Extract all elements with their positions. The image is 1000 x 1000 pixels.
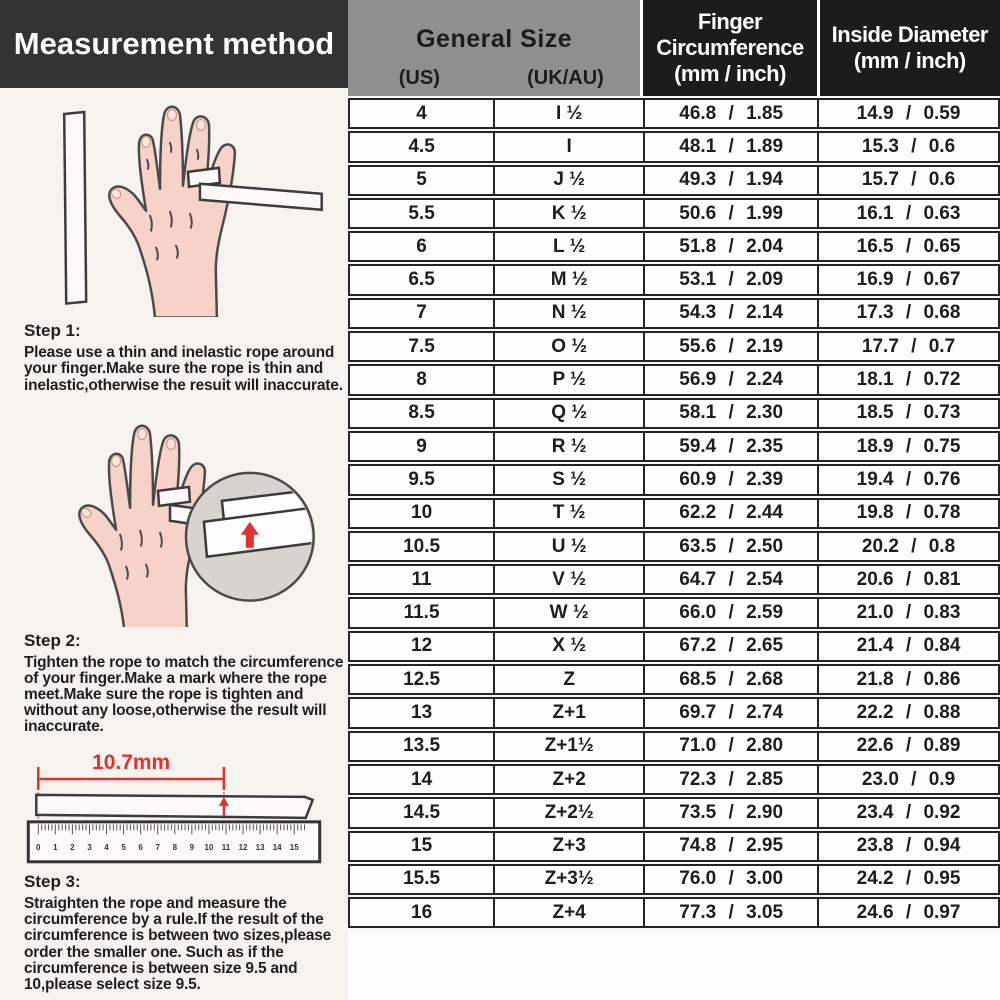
circumference-cell: 63.5 / 2.50 bbox=[643, 533, 817, 560]
table-row bbox=[348, 331, 1000, 362]
ukau-size-cell: R ½ bbox=[493, 433, 643, 460]
circumference-cell: 46.8 / 1.85 bbox=[643, 100, 817, 127]
table-row bbox=[348, 564, 1000, 595]
general-size-header bbox=[348, 0, 640, 96]
dia-header-line1: Inside Diameter bbox=[831, 22, 988, 47]
diameter-cell: 22.6 / 0.89 bbox=[817, 733, 998, 760]
ruler-number: 14 bbox=[272, 843, 282, 853]
circumference-cell: 53.1 / 2.09 bbox=[643, 266, 817, 293]
diameter-cell: 24.6 / 0.97 bbox=[817, 899, 998, 926]
diameter-cell: 17.3 / 0.68 bbox=[817, 300, 998, 327]
ruler-number: 6 bbox=[138, 843, 143, 853]
diameter-cell: 19.4 / 0.76 bbox=[817, 466, 998, 493]
hand-with-rope-illustration bbox=[0, 88, 348, 318]
rope-wrap-over-finger bbox=[158, 487, 190, 506]
circumference-cell: 74.8 / 2.95 bbox=[643, 833, 817, 860]
ruler-number: 3 bbox=[87, 843, 92, 853]
ruler-measurement-illustration bbox=[0, 752, 348, 868]
ruler-number: 10 bbox=[204, 843, 214, 853]
dia-header-line2: (mm / inch) bbox=[853, 47, 966, 73]
size-table bbox=[348, 0, 1000, 1000]
ukau-column-header: (UK/AU) bbox=[527, 67, 604, 89]
us-size-cell: 13.5 bbox=[403, 735, 441, 757]
diameter-cell: 23.8 / 0.94 bbox=[817, 833, 998, 860]
diameter-cell: 22.2 / 0.88 bbox=[817, 699, 998, 726]
hand-shape bbox=[109, 107, 235, 318]
panel-title: Measurement method bbox=[0, 0, 348, 88]
diameter-cell: 15.7 / 0.6 bbox=[817, 167, 998, 194]
circumference-cell: 59.4 / 2.35 bbox=[643, 433, 817, 460]
ukau-size-cell: O ½ bbox=[493, 333, 643, 360]
table-row bbox=[348, 731, 1000, 762]
ukau-size-cell: Z+3 bbox=[493, 833, 643, 860]
step-2 bbox=[0, 627, 348, 753]
ruler-number: 2 bbox=[70, 843, 75, 853]
diameter-cell: 18.1 / 0.72 bbox=[817, 366, 998, 393]
diameter-cell: 19.8 / 0.78 bbox=[817, 500, 998, 527]
ukau-size-cell: X ½ bbox=[493, 633, 643, 660]
ruler-number: 13 bbox=[255, 843, 265, 853]
ruler-dimension-label: 10.7mm bbox=[92, 752, 171, 775]
circumference-cell: 77.3 / 3.05 bbox=[643, 899, 817, 926]
diameter-cell: 16.5 / 0.65 bbox=[817, 233, 998, 260]
measurement-method-panel bbox=[0, 0, 348, 1000]
ruler-number: 11 bbox=[221, 843, 231, 853]
us-size-cell: 14.5 bbox=[403, 801, 441, 823]
circumference-cell: 54.3 / 2.14 bbox=[643, 300, 817, 327]
us-size-cell: 14 bbox=[411, 768, 433, 790]
finger-circumference-header bbox=[643, 0, 816, 96]
ukau-size-cell: N ½ bbox=[493, 300, 643, 327]
diameter-cell: 17.7 / 0.7 bbox=[817, 333, 998, 360]
table-row bbox=[348, 165, 1000, 196]
ukau-size-cell: Z+3½ bbox=[493, 866, 643, 893]
diameter-cell: 20.2 / 0.8 bbox=[817, 533, 998, 560]
ukau-size-cell: U ½ bbox=[493, 533, 643, 560]
table-header bbox=[348, 0, 1000, 96]
us-size-cell: 5.5 bbox=[408, 202, 435, 224]
us-size-cell: 8 bbox=[416, 369, 427, 391]
us-size-cell: 8.5 bbox=[408, 402, 435, 424]
table-row bbox=[348, 198, 1000, 229]
us-size-cell: 6.5 bbox=[408, 269, 435, 291]
circumference-cell: 55.6 / 2.19 bbox=[643, 333, 817, 360]
rope-strip-vertical bbox=[64, 112, 86, 304]
circumference-cell: 69.7 / 2.74 bbox=[643, 699, 817, 726]
circumference-cell: 64.7 / 2.54 bbox=[643, 566, 817, 593]
us-size-cell: 15 bbox=[411, 835, 433, 857]
rope-strip-straight bbox=[36, 795, 312, 818]
ruler-number: 1 bbox=[53, 843, 58, 853]
diameter-cell: 16.9 / 0.67 bbox=[817, 266, 998, 293]
us-size-cell: 10.5 bbox=[403, 535, 441, 557]
general-size-title: General Size bbox=[416, 25, 573, 53]
size-table-body bbox=[348, 96, 1000, 932]
ukau-size-cell: I bbox=[493, 133, 643, 160]
step-2-heading: Step 2: bbox=[24, 630, 81, 650]
circumference-cell: 56.9 / 2.24 bbox=[643, 366, 817, 393]
step-3-body: Straighten the rope and measure the circumference by a rule.If the result of the circumference is between two sizes,please order the smaller one. Such as if the circumference is between size 9.5 and 10,please select size 9.5. bbox=[24, 895, 332, 993]
hand-with-magnifier-illustration bbox=[0, 421, 348, 627]
table-row bbox=[348, 398, 1000, 429]
ukau-size-cell: V ½ bbox=[493, 566, 643, 593]
ruler-number: 7 bbox=[155, 843, 160, 853]
table-row bbox=[348, 464, 1000, 495]
step-1-body: Please use a thin and inelastic rope around your finger.Make sure the rope is thin and inelastic,otherwise the resuit will inaccurate. bbox=[24, 344, 343, 394]
ukau-size-cell: Z+1 bbox=[493, 699, 643, 726]
us-size-cell: 11.5 bbox=[403, 602, 440, 624]
us-size-cell: 7 bbox=[416, 302, 427, 324]
ukau-size-cell: Z+4 bbox=[493, 899, 643, 926]
us-size-cell: 12 bbox=[411, 635, 433, 657]
table-row bbox=[348, 631, 1000, 662]
diameter-cell: 20.6 / 0.81 bbox=[817, 566, 998, 593]
us-size-cell: 9 bbox=[416, 435, 427, 457]
table-row bbox=[348, 697, 1000, 728]
step-1 bbox=[0, 317, 348, 421]
us-size-cell: 15.5 bbox=[403, 868, 441, 890]
ukau-size-cell: Q ½ bbox=[493, 400, 643, 427]
table-row bbox=[348, 764, 1000, 795]
ukau-size-cell: J ½ bbox=[493, 167, 643, 194]
table-row bbox=[348, 364, 1000, 395]
circumference-cell: 60.9 / 2.39 bbox=[643, 466, 817, 493]
diameter-cell: 23.4 / 0.92 bbox=[817, 799, 998, 826]
ruler-number: 0 bbox=[36, 843, 41, 853]
circumference-cell: 49.3 / 1.94 bbox=[643, 167, 817, 194]
table-row bbox=[348, 797, 1000, 828]
ukau-size-cell: Z+1½ bbox=[493, 733, 643, 760]
circumference-cell: 51.8 / 2.04 bbox=[643, 233, 817, 260]
ukau-size-cell: M ½ bbox=[493, 266, 643, 293]
table-row bbox=[348, 98, 1000, 129]
us-size-cell: 7.5 bbox=[408, 335, 435, 357]
diameter-cell: 24.2 / 0.95 bbox=[817, 866, 998, 893]
us-size-cell: 16 bbox=[411, 901, 433, 923]
us-size-cell: 4.5 bbox=[408, 135, 435, 157]
ruler-number: 15 bbox=[289, 843, 299, 853]
us-column-header: (US) bbox=[398, 67, 440, 89]
diameter-cell: 14.9 / 0.59 bbox=[817, 100, 998, 127]
table-row bbox=[348, 431, 1000, 462]
table-row bbox=[348, 298, 1000, 329]
ukau-size-cell: Z bbox=[493, 666, 643, 693]
ukau-size-cell: S ½ bbox=[493, 466, 643, 493]
circ-header-line3: (mm / inch) bbox=[674, 60, 786, 86]
step-2-body: Tighten the rope to match the circumference of your finger.Make a mark where the rope meet.Make sure the rope is tighten and without any loose,otherwise the result will inaccurate. bbox=[24, 653, 344, 736]
circ-header-line1: Finger bbox=[697, 9, 763, 34]
diameter-cell: 21.8 / 0.86 bbox=[817, 666, 998, 693]
table-row bbox=[348, 597, 1000, 628]
step-1-heading: Step 1: bbox=[24, 321, 81, 341]
circumference-cell: 66.0 / 2.59 bbox=[643, 599, 817, 626]
us-size-cell: 4 bbox=[416, 102, 427, 124]
circumference-cell: 48.1 / 1.89 bbox=[643, 133, 817, 160]
us-size-cell: 11 bbox=[411, 568, 432, 590]
diameter-cell: 23.0 / 0.9 bbox=[817, 766, 998, 793]
us-size-cell: 6 bbox=[416, 235, 427, 257]
circ-header-line2: Circumference bbox=[656, 34, 804, 60]
table-footer-space bbox=[348, 932, 1000, 1000]
ruler-number: 9 bbox=[189, 843, 195, 853]
ukau-size-cell: T ½ bbox=[493, 500, 643, 527]
table-row bbox=[348, 264, 1000, 295]
diameter-cell: 16.1 / 0.63 bbox=[817, 200, 998, 227]
table-row bbox=[348, 864, 1000, 895]
table-row bbox=[348, 664, 1000, 695]
diameter-cell: 15.3 / 0.6 bbox=[817, 133, 998, 160]
diameter-cell: 21.0 / 0.83 bbox=[817, 599, 998, 626]
diameter-cell: 21.4 / 0.84 bbox=[817, 633, 998, 660]
ukau-size-cell: P ½ bbox=[493, 366, 643, 393]
circumference-cell: 72.3 / 2.85 bbox=[643, 766, 817, 793]
circumference-cell: 68.5 / 2.68 bbox=[643, 666, 817, 693]
circumference-cell: 76.0 / 3.00 bbox=[643, 866, 817, 893]
ukau-size-cell: Z+2½ bbox=[493, 799, 643, 826]
circumference-cell: 67.2 / 2.65 bbox=[643, 633, 817, 660]
table-row bbox=[348, 897, 1000, 928]
table-row bbox=[348, 231, 1000, 262]
circumference-cell: 71.0 / 2.80 bbox=[643, 733, 817, 760]
circumference-cell: 73.5 / 2.90 bbox=[643, 799, 817, 826]
us-size-cell: 5 bbox=[416, 169, 427, 191]
circumference-cell: 58.1 / 2.30 bbox=[643, 400, 817, 427]
table-row bbox=[348, 131, 1000, 162]
ruler-number: 4 bbox=[104, 843, 109, 853]
ukau-size-cell: I ½ bbox=[493, 100, 643, 127]
ukau-size-cell: W ½ bbox=[493, 599, 643, 626]
ukau-size-cell: K ½ bbox=[493, 200, 643, 227]
us-size-cell: 12.5 bbox=[403, 668, 441, 690]
step-3 bbox=[0, 868, 348, 1000]
us-size-cell: 13 bbox=[411, 701, 433, 723]
circumference-cell: 62.2 / 2.44 bbox=[643, 500, 817, 527]
inside-diameter-header bbox=[820, 0, 1000, 96]
table-row bbox=[348, 498, 1000, 529]
us-size-cell: 9.5 bbox=[408, 468, 435, 490]
step-3-heading: Step 3: bbox=[24, 872, 81, 892]
diameter-cell: 18.9 / 0.75 bbox=[817, 433, 998, 460]
ukau-size-cell: Z+2 bbox=[493, 766, 643, 793]
ukau-size-cell: L ½ bbox=[493, 233, 643, 260]
ruler-number: 8 bbox=[172, 843, 178, 853]
diameter-cell: 18.5 / 0.73 bbox=[817, 400, 998, 427]
table-row bbox=[348, 831, 1000, 862]
circumference-cell: 50.6 / 1.99 bbox=[643, 200, 817, 227]
ruler-number: 12 bbox=[238, 843, 248, 853]
ruler-number: 5 bbox=[121, 843, 126, 853]
table-row bbox=[348, 531, 1000, 562]
us-size-cell: 10 bbox=[411, 502, 433, 524]
